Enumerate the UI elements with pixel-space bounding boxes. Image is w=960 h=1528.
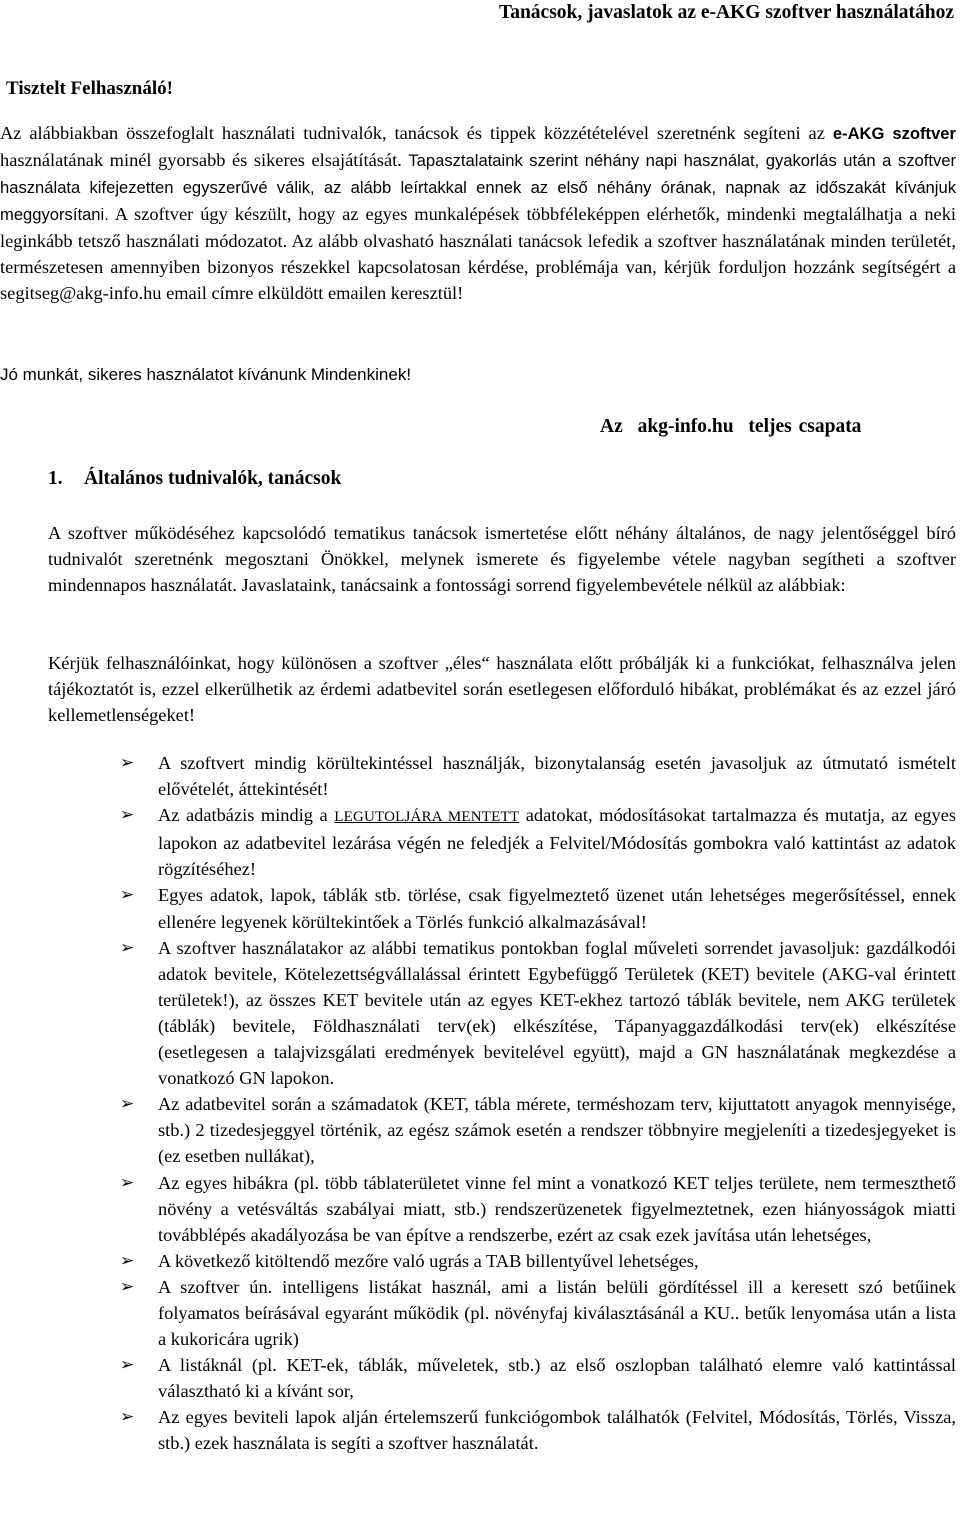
list-item-text: A szoftver ún. intelligens listákat használ, ami a listán belüli gördítéssel ill a keresett szó betűinek folyamatos beírásával egyaránt működik (pl. növényfaj kiválasztásánál a KU.. betűk lenyomása után a lista a kukoricára ugrik) [158,1276,956,1350]
intro-text-2: használatának minél gyorsabb és sikeres elsajátítását. [0,150,409,170]
section-title: Általános tudnivalók, tanácsok [84,468,342,489]
request-paragraph: Kérjük felhasználóinkat, hogy különösen a szoftver „éles“ használata előtt próbálják ki a funkciókat, felhasználva jelen tájékoztatót is, ezzel elkerülhetik az érdemi adatbevitel során esetlegesen előforduló hibákat, problémákat és az ezzel járó kellemetlenségeket! [48,653,956,725]
list-item [120,882,956,934]
document-title: Tanácsok, javaslatok az e-AKG szoftver használatához [499,2,954,23]
arrow-bullet-icon: ➢ [120,885,135,906]
arrow-bullet-icon: ➢ [120,1407,135,1428]
list-item [120,1091,956,1169]
list-item-text: Az egyes beviteli lapok alján értelemszerű funkciógombok találhatók (Felvitel, Módosítás, Törlés, Vissza, stb.) ezek használata is segíti a szoftver használatát. [158,1407,956,1454]
list-item-text: Az adatbevitel során a számadatok (KET, tábla mérete, terméshozam terv, kijuttatott anyagok mennyisége, stb.) 2 tizedesjeggyel történik, az egész számok esetén a rendszer többnyire megjeleníti a tizedesjegyeket is (ez esetben nullákat), [158,1094,956,1167]
list-item-text: Az egyes hibákra (pl. több táblaterületet vinne fel mint a vonatkozó KET teljes területe, nem termeszthető növény a vetésváltás szabályai miatt, stb.) rendszerüzenetek figyelmeztetnek, ezen hiányosságok miatti továbblépés akadályozása be van építve a rendszerbe, ezért az csak ezek javítása után lehetséges, [158,1172,956,1245]
list-item [120,1170,956,1248]
list-item [120,802,956,882]
intro-text-3: Tapasztalataink szerint néhány napi használat, gyakorlás után a szoftver használata kifejezetten egyszerűvé válik, az alább leírtakkal ennek az első néhány órának, napnak az időszakát kívánjuk meggyorsítani. [0,151,957,224]
list-item-text: A listáknál (pl. KET-ek, táblák, műveletek, stb.) az első oszlopban található elemre való kattintással választható ki a kívánt sor, [158,1355,956,1402]
list-item-text: Az adatbázis mindig a [158,805,335,826]
arrow-bullet-icon: ➢ [120,1276,135,1297]
list-item [120,935,956,1092]
list-item [120,1274,956,1352]
arrow-bullet-icon: ➢ [120,1172,135,1193]
signature [600,416,861,438]
arrow-bullet-icon: ➢ [120,805,135,826]
signature-suffix: teljes csapata [748,416,862,437]
arrow-bullet-icon: ➢ [120,753,135,773]
arrow-bullet-icon: ➢ [120,1355,135,1376]
arrow-bullet-icon: ➢ [120,937,135,958]
list-item-text: A szoftver használatakor az alábbi tematikus pontokban foglal műveleti sorrendet javasoljuk: gazdálkodói adatok bevitele, Kötelezettségvállalással érintett Egybefüggő Területek (KET) bevitele (AKG-val érintett területek!), az összes KET bevitele után az egyes KET-ekhez tartozó táblák bevitele, nem AKG területek (táblák) bevitele, Földhasználati terv(ek) elkészítése, Tápanyaggazdálkodási terv(ek) elkészítése (esetlegesen a talajvizsgálati eredmények bevitelével együtt), majd a GN használatának megkezdése a vonatkozó GN lapokon. [158,937,956,1089]
intro-text-4: A szoftver úgy készült, hogy az egyes munkalépések többféleképpen elérhetők, mindenki megtalálhatja a neki leginkább tetsző használati módozatot. Az alább olvasható használati tanácsok lefedik a szoftver használatának minden területét, természetesen amennyiben bizonyos részekkel kapcsolatosan kérdése, problémája van, kérjük forduljon hozzánk segítségért a segitseg@akg-info.hu email címre elküldött emailen keresztül! [0,204,956,303]
intro-product-name: e-AKG szoftver [832,124,956,143]
greeting: Tisztelt Felhasználó! [6,78,173,99]
signature-site: akg-info.hu [637,416,734,437]
section-number: 1. [48,468,63,489]
arrow-bullet-icon: ➢ [120,1094,135,1115]
list-item [120,1248,956,1274]
intro-paragraph [0,120,956,306]
arrow-bullet-icon: ➢ [120,1250,135,1271]
intro-text-1: Az alábbiakban összefoglalt használati tudnivalók, tanácsok és tippek közzétételével szeretnénk segíteni az [0,123,833,143]
list-item-text: A szoftvert mindig körültekintéssel használják, bizonytalanság esetén javasoljuk az útmutató ismételt elővételét, áttekintését! [158,753,956,800]
tips-list [120,750,956,1457]
list-item [120,1404,956,1456]
closing-line: Jó munkát, sikeres használatot kívánunk Mindenkinek! [0,365,412,384]
list-item-emphasis: LEGUTOLJÁRA MENTETT [334,809,520,826]
signature-prefix: Az [600,416,623,437]
list-item-text: A következő kitöltendő mezőre való ugrás a TAB billentyűvel lehetséges, [158,1250,699,1271]
list-item-text: Egyes adatok, lapok, táblák stb. törlése, csak figyelmeztető üzenet után lehetséges megerősítéssel, ennek ellenére legyenek körültekintőek a Törlés funkció alkalmazásával! [158,885,956,932]
section-heading [48,468,341,490]
list-item [120,1352,956,1404]
general-paragraph: A szoftver működéséhez kapcsolódó tematikus tanácsok ismertetése előtt néhány általános, de nagy jelentőséggel bíró tudnivalót szeretnénk megosztani Önökkel, melynek ismerete és figyelembe vétele nagyban segítheti a szoftver mindennapos használatát. Javaslataink, tanácsaink a fontossági sorrend figyelembevétele nélkül az alábbiak: [48,523,956,595]
list-item [120,750,956,802]
list-item-text: adatokat, módosításokat tartalmazza és mutatja, az egyes lapokon az adatbevitel lezárása végén ne feledjék a Felvitel/Módosítás gombokra való kattintást az adatok rögzítéséhez! [158,805,957,880]
